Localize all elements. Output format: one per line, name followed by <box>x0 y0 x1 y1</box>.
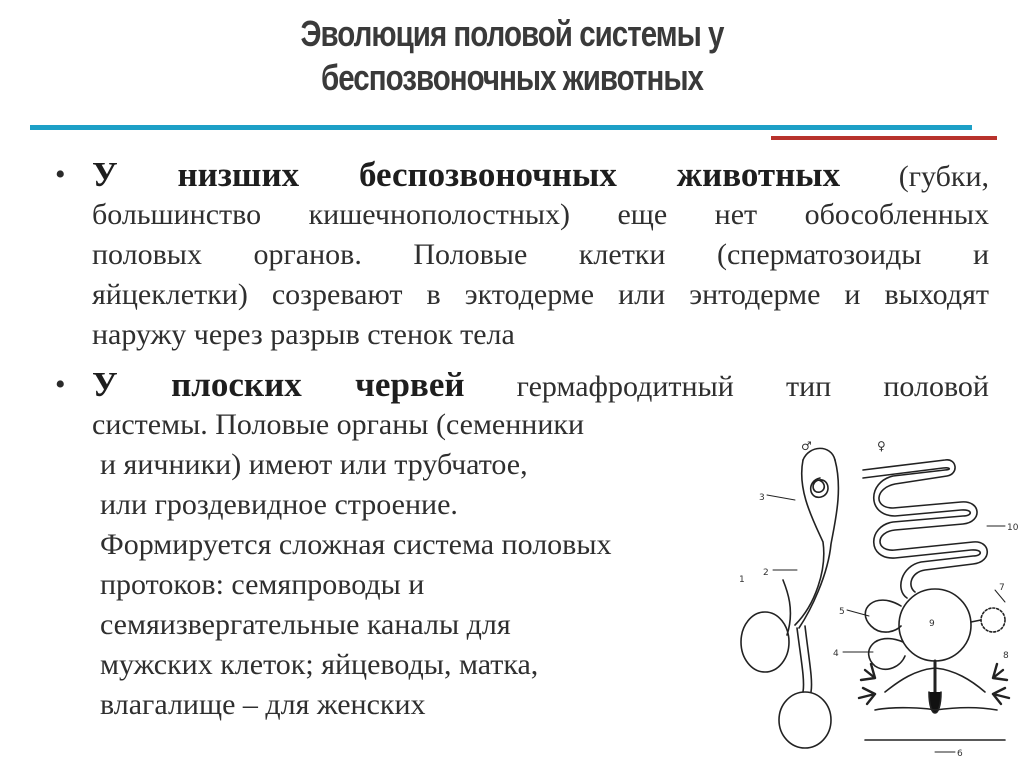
paragraph-line: семяизвергательные каналы для <box>100 608 511 641</box>
title-underline-red <box>771 136 997 140</box>
paragraph-line: наружу через разрыв стенок тела <box>92 318 515 351</box>
figure-label: 5 <box>839 607 845 617</box>
figure-label: 10 <box>1007 523 1019 533</box>
male-lower-duct-inner <box>805 626 812 692</box>
label-line-3 <box>767 495 795 500</box>
male-duct-outline <box>795 460 824 625</box>
line-text: гермафродитный тип половой <box>464 370 989 403</box>
slide-title-line-1: Эволюция половой системы у <box>300 13 724 54</box>
paragraph-line <box>92 155 989 195</box>
paragraph-line: Формируется сложная система половых <box>100 528 612 561</box>
figure-label: 6 <box>957 749 963 759</box>
vitelline-gland <box>981 608 1005 632</box>
female-branch-right <box>935 668 985 692</box>
lower-duct-left <box>875 708 935 710</box>
paragraph-line: протоков: семяпроводы и <box>100 568 425 601</box>
bush-left <box>859 664 875 704</box>
paragraph-line <box>92 365 989 405</box>
bold-heading-flatworms: У плоских червей <box>92 365 465 404</box>
male-coil <box>811 478 828 497</box>
bush-right <box>993 664 1009 704</box>
testis-lower <box>779 692 831 748</box>
ovary <box>899 589 971 661</box>
female-branch-left <box>885 668 935 692</box>
paragraph-line: и яичники) имеют или трубчатое, <box>100 448 528 481</box>
bullet-marker-1: • <box>55 158 66 191</box>
figure-label: 1 <box>739 575 745 585</box>
figure-label: 9 <box>929 619 935 629</box>
bullet-marker-2: • <box>55 368 66 401</box>
male-symbol: ♂ <box>801 439 812 453</box>
figure-label: 7 <box>999 583 1005 593</box>
flatworm-reproductive-system-figure <box>735 430 1020 765</box>
paragraph-line: яйцеклетки) созревают в эктодерме или энтодерме и выходят <box>92 278 989 311</box>
figure-label: 8 <box>1003 651 1009 661</box>
paragraph-line: большинство кишечнополостных) еще нет обособленных <box>92 198 989 231</box>
slide-title <box>92 12 932 100</box>
figure-label: 3 <box>759 493 765 503</box>
uterus-coil-inner <box>863 468 980 598</box>
female-symbol: ♀ <box>877 439 886 453</box>
sperm-duct-left <box>783 580 790 635</box>
ovary-lobe-left <box>865 600 901 632</box>
bullet-paragraph-1 <box>92 155 989 355</box>
slide-title-line-2: беспозвоночных животных <box>321 57 703 98</box>
line-text: (губки, <box>840 160 989 193</box>
bold-heading-lower-invertebrates: У низших беспозвоночных животных <box>92 155 841 194</box>
figure-label: 2 <box>763 568 769 578</box>
figure-label: 4 <box>833 649 839 659</box>
testis-upper <box>741 612 789 672</box>
paragraph-line: системы. Половые органы (семенники <box>92 408 585 441</box>
male-lower-duct <box>797 628 804 692</box>
paragraph-line: или гроздевидное строение. <box>100 488 458 521</box>
paragraph-line: влагалище – для женских <box>100 688 426 721</box>
title-underline-blue <box>30 125 972 130</box>
vitelline-duct <box>971 620 981 622</box>
male-duct-outline-inner <box>799 460 838 628</box>
lower-duct-right <box>935 708 997 710</box>
paragraph-line: мужских клеток; яйцеводы, матка, <box>100 648 539 681</box>
paragraph-line: половых органов. Половые клетки (сперматозоиды и <box>92 238 989 271</box>
ovary-lobe-left-lower <box>869 639 905 670</box>
